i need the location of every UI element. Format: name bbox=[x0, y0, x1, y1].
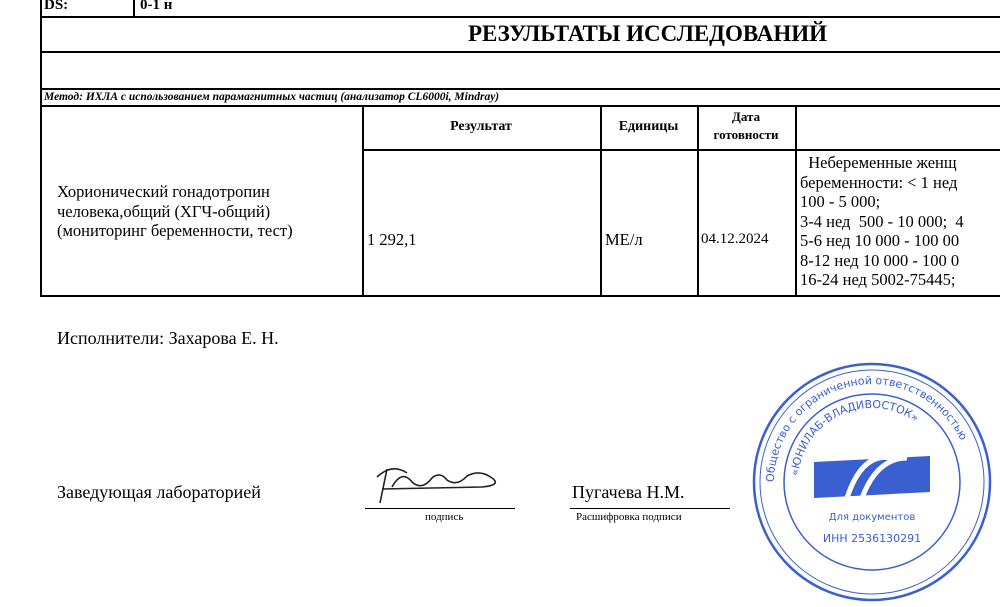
stamp-org-text: «ЮНИЛАБ-ВЛАДИВОСТОК» bbox=[788, 397, 922, 477]
table-border bbox=[40, 105, 1000, 107]
signature bbox=[362, 455, 512, 505]
head-label: Заведующая лабораторией bbox=[57, 482, 261, 502]
name-line bbox=[570, 508, 730, 509]
table-border bbox=[40, 0, 42, 297]
test-name-line: Хорионический гонадотропин bbox=[57, 182, 270, 201]
performers: Исполнители: Захарова Е. Н. bbox=[57, 328, 279, 348]
table-border bbox=[133, 0, 135, 17]
col-date-line1: Дата bbox=[731, 109, 761, 124]
date-value: 04.12.2024 bbox=[701, 231, 769, 247]
table-border bbox=[40, 51, 1000, 53]
reference-line: беременности: < 1 нед bbox=[800, 172, 958, 192]
test-name-line: человека,общий (ХГЧ-общий) bbox=[57, 201, 271, 221]
name-caption: Расшифровка подписи bbox=[576, 511, 682, 523]
reference-line: 16-24 нед 5002-75445; bbox=[800, 270, 956, 289]
table-border bbox=[795, 105, 797, 296]
stamp-inn: ИНН 2536130291 bbox=[822, 532, 922, 545]
result-value: 1 292,1 bbox=[367, 230, 417, 249]
col-date-line2: готовности bbox=[713, 127, 779, 142]
ds-label: DS: bbox=[44, 0, 69, 13]
table-border bbox=[40, 295, 1000, 297]
stamp-center-text: Для документов bbox=[828, 512, 916, 523]
reference-line: 8-12 нед 10 000 - 100 0 bbox=[800, 250, 960, 270]
organization-stamp bbox=[752, 362, 992, 602]
test-name-line: (мониторинг беременности, тест) bbox=[57, 221, 293, 240]
signature-line bbox=[365, 508, 515, 509]
signature-caption: подпись bbox=[425, 511, 464, 523]
col-result: Результат bbox=[450, 119, 512, 134]
stamp-ring-text: Общество с ограниченной ответственностью bbox=[763, 373, 970, 483]
method-text: Метод: ИХЛА с использованием парамагнитных частиц (анализатор CL6000i, Mindray) bbox=[44, 91, 500, 103]
page-title: РЕЗУЛЬТАТЫ ИССЛЕДОВАНИЙ bbox=[468, 21, 828, 46]
reference-line: Небеременные женщ bbox=[800, 153, 957, 172]
col-units: Единицы bbox=[618, 119, 679, 134]
col-date bbox=[697, 108, 795, 144]
reference-line: 100 - 5 000; bbox=[800, 192, 881, 211]
table-border bbox=[40, 16, 1000, 18]
reference-range bbox=[800, 153, 964, 290]
test-name bbox=[57, 182, 293, 241]
ds-value: 0-1 н bbox=[140, 0, 173, 13]
reference-line: 5-6 нед 10 000 - 100 00 bbox=[800, 231, 960, 250]
head-name: Пугачева Н.М. bbox=[572, 482, 685, 502]
units-value: МЕ/л bbox=[605, 230, 643, 249]
table-border bbox=[362, 149, 1000, 151]
reference-line: 3-4 нед 500 - 10 000; 4 bbox=[800, 211, 964, 231]
